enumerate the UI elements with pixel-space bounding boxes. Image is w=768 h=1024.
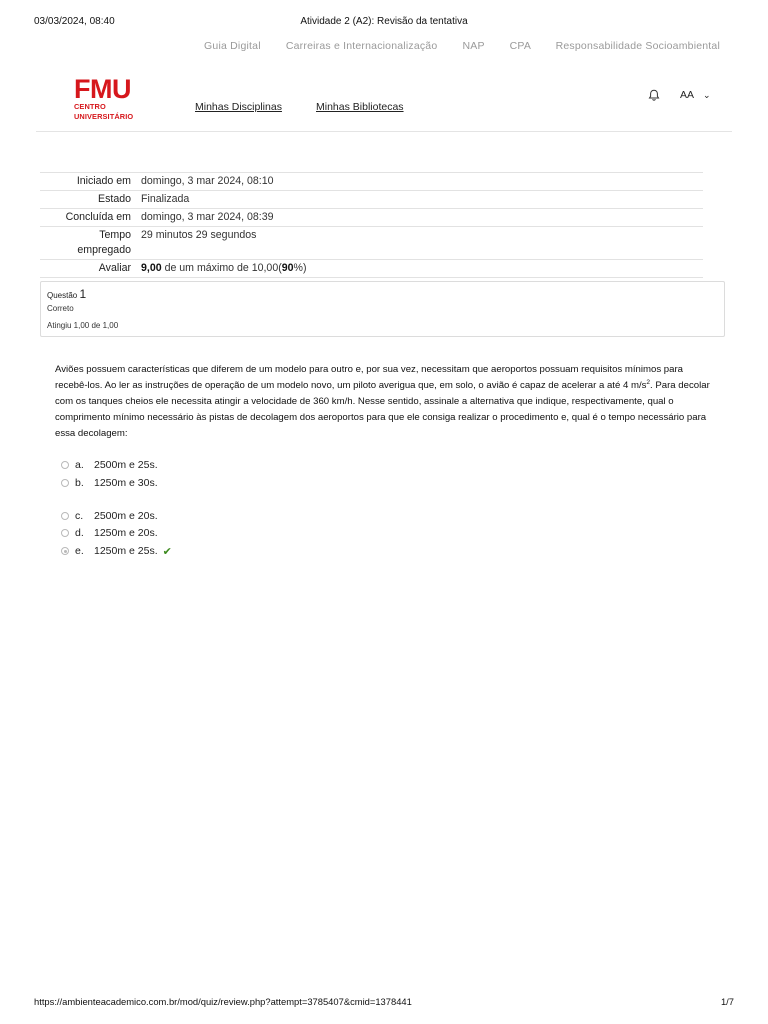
toplink-carreiras[interactable]: Carreiras e Internacionalização — [285, 40, 438, 52]
question-text-part2: . Para decolar com os tanques cheios ele necessita atingir a velocidade de 360 km/h. Nesse sentido, assinale a alternativa que indique, respectivamente, qual o comprimento mínimo necessário às pistas de decolagem dos aeroportos para que ele consiga realizar o procedimento e, qual é o tempo necessário para essa decolagem: — [55, 380, 710, 439]
option-text: 1250m e 20s. — [94, 527, 158, 539]
grade-rest: de um máximo de 10,00( — [161, 262, 282, 274]
answer-option-a[interactable] — [61, 458, 158, 472]
summary-value — [141, 260, 703, 277]
question-text — [55, 362, 715, 442]
summary-row-state — [40, 190, 703, 208]
question-text-superscript: 2 — [646, 378, 651, 386]
option-text: 2500m e 20s. — [94, 510, 158, 522]
summary-row-completed — [40, 208, 703, 226]
summary-value: domingo, 3 mar 2024, 08:10 — [141, 175, 274, 187]
option-letter: d. — [75, 527, 84, 539]
summary-label: Avaliar — [98, 262, 131, 274]
radio-checked-icon[interactable] — [61, 547, 69, 555]
logo-main-text: FMU — [74, 74, 131, 104]
answer-option-e[interactable] — [61, 544, 172, 558]
option-text: 1250m e 25s. — [94, 545, 158, 557]
nav-minhas-bibliotecas[interactable]: Minhas Bibliotecas — [316, 101, 404, 113]
font-size-toggle[interactable]: AA — [680, 89, 695, 101]
question-info-box — [40, 281, 725, 337]
print-header — [34, 16, 734, 30]
toplink-responsabilidade[interactable]: Responsabilidade Socioambiental — [555, 40, 720, 52]
radio-icon[interactable] — [61, 529, 69, 537]
logo-sub-text: CENTRO UNIVERSITÁRIO — [74, 102, 134, 121]
print-url: https://ambienteacademico.com.br/mod/quiz/review.php?attempt=3785407&cmid=1378441 — [34, 996, 412, 1007]
option-text: 1250m e 30s. — [94, 477, 158, 489]
toplink-nap[interactable]: NAP — [462, 40, 485, 52]
radio-icon[interactable] — [61, 512, 69, 520]
option-letter: c. — [75, 510, 84, 522]
option-letter: e. — [75, 545, 84, 557]
summary-label: Iniciado em — [76, 175, 131, 187]
grade-value: 9,00 — [141, 262, 162, 274]
grade-close: %) — [293, 262, 307, 274]
answer-option-d[interactable] — [61, 526, 158, 540]
summary-value: domingo, 3 mar 2024, 08:39 — [141, 211, 274, 223]
print-page-number: 1/7 — [720, 996, 734, 1007]
correct-check-icon: ✔ — [162, 545, 172, 558]
option-text: 2500m e 25s. — [94, 459, 158, 471]
summary-row-time — [40, 226, 703, 259]
answer-option-b[interactable] — [61, 476, 158, 490]
toplink-guia-digital[interactable]: Guia Digital — [204, 40, 261, 52]
question-grade: Atingiu 1,00 de 1,00 — [47, 321, 119, 330]
radio-icon[interactable] — [61, 461, 69, 469]
question-text-part1: Aviões possuem características que diferem de um modelo para outro e, por sua vez, necessitam que aeroportos possuam requisitos mínimos para recebê-los. Ao ler as instruções de operação de um modelo novo, um piloto averigua que, em solo, o avião é capaz de acelerar a até 4 m/s — [55, 364, 683, 391]
question-label — [47, 287, 718, 301]
option-letter: a. — [75, 459, 84, 471]
print-footer — [34, 996, 734, 1008]
option-letter: b. — [75, 477, 84, 489]
question-label-text: Questão — [47, 291, 78, 300]
summary-label-line: empregado — [77, 244, 131, 256]
print-title: Atividade 2 (A2): Revisão da tentativa — [300, 16, 468, 27]
bell-icon[interactable] — [647, 88, 661, 102]
summary-label-line: Tempo — [99, 229, 131, 241]
chevron-down-icon[interactable]: ⌄ — [703, 90, 711, 100]
attempt-summary-table — [40, 172, 703, 278]
toplink-cpa[interactable]: CPA — [509, 40, 531, 52]
question-state: Correto — [47, 304, 74, 313]
top-links — [182, 40, 720, 52]
fmu-logo[interactable] — [74, 76, 166, 122]
summary-label: Concluída em — [65, 211, 131, 223]
summary-row-started — [40, 172, 703, 190]
summary-row-grade — [40, 259, 703, 278]
summary-value: Finalizada — [141, 193, 190, 205]
summary-label: Estado — [98, 193, 131, 205]
answer-option-c[interactable] — [61, 509, 158, 523]
radio-icon[interactable] — [61, 479, 69, 487]
header-divider — [36, 131, 732, 132]
summary-value: 29 minutos 29 segundos — [141, 229, 257, 241]
grade-percent: 90 — [281, 262, 294, 274]
summary-label — [40, 227, 141, 259]
print-datetime: 03/03/2024, 08:40 — [34, 16, 115, 27]
question-number: 1 — [79, 287, 87, 301]
nav-minhas-disciplinas[interactable]: Minhas Disciplinas — [195, 101, 282, 113]
